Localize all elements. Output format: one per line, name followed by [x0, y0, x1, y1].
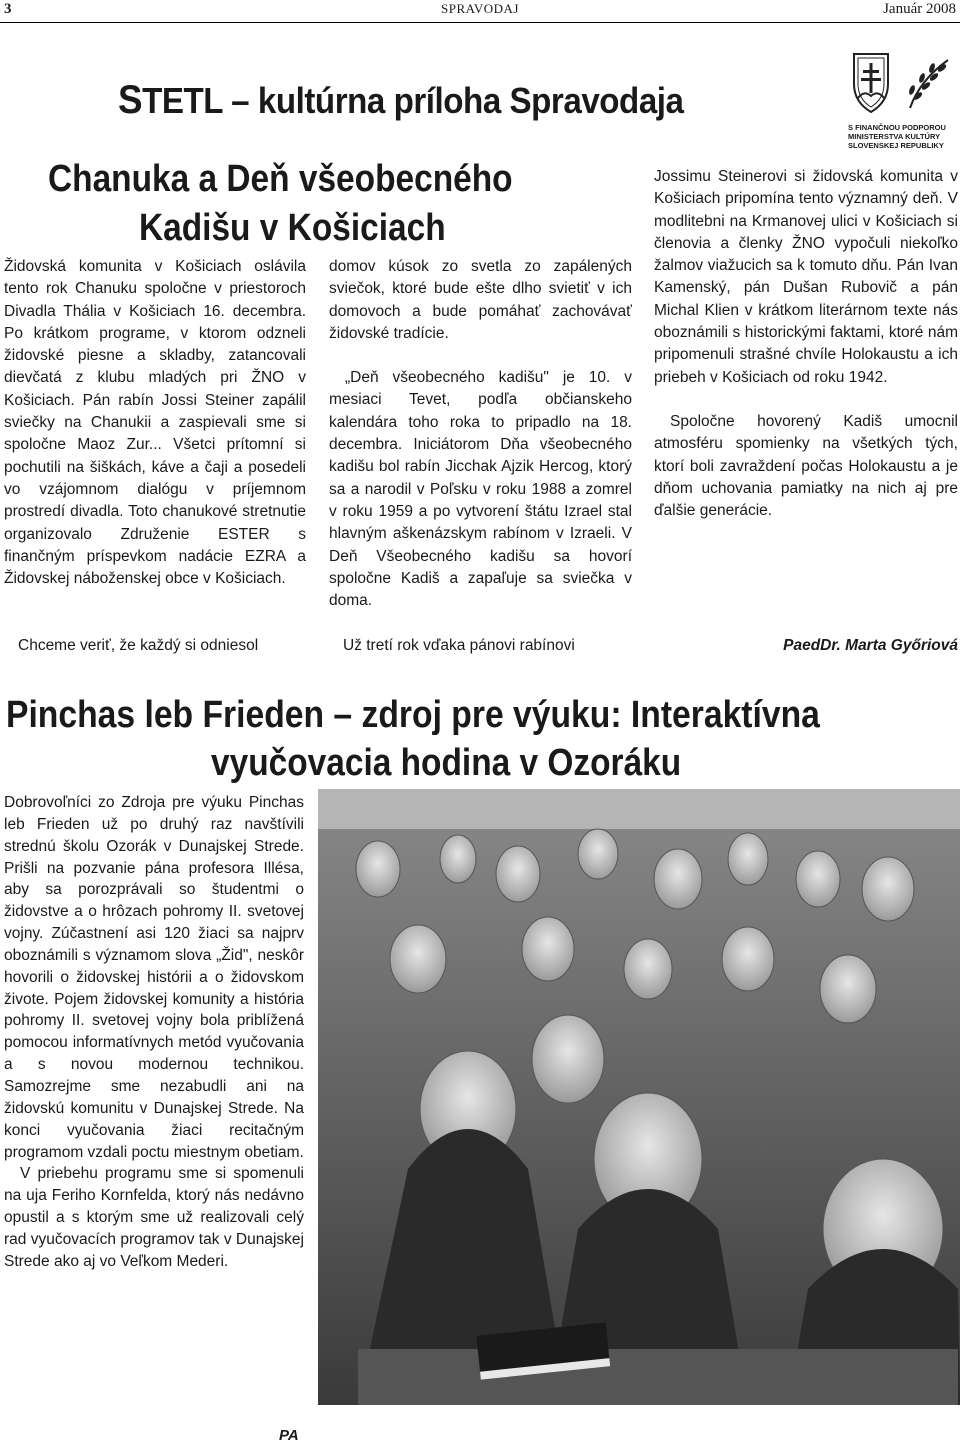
header-rule — [0, 22, 960, 23]
article2-para1: Dobrovoľníci zo Zdroja pre výuku Pinchas leb Frieden už po druhý raz navštívili strednú školu Ozorák v Dunajskej Strede. Prišli na pozvanie pána profesora Illésa, aby sa porozprávali so študentmi o židovstve a o hrôzach pohromy II. svetovej vojny. Zúčastnení asi 120 žiaci sa najprv oboznámili s významom slova „Žid", neskôr hovorili o židovskej histórii a o židovskom živote. Pojem židovskej komunity a história pohromy II. svetovej vojny bola priblížená pomocou informatívnych metód vyučovania a s novou modernou technikou. Samozrejme sme nezabudli ani na židovskú komunitu v Dunajskej Strede. Na konci vyučovania žiaci recitačným programom vzdali poctu miestnym obetiam. — [4, 794, 304, 1161]
supplement-title — [118, 78, 683, 123]
article1-col1-text: Židovská komunita v Košiciach oslávila tento rok Chanuku spoločne v priestoroch Divadla Thália v Košiciach 16. decembra. Po krátkom programe, v ktorom odzneli židovské piesne a skladby, zatancovali dievčatá z klubu mladých pri ŽNO v Košiciach. Pán rabín Jossi Steiner zapálil sviečky na Chanukii a zaspievali sme si spoločne Maoz Zur... Všetci prítomní si pochutili na šiškách, káve a čaji a posedeli vo vzájomnom dialógu v príjemnom prostredí divadla. Toto chanukové stretnutie organizovalo Združenie ESTER s finančným príspevkom nadácie EZRA a Židovskej náboženskej obce v Košiciach. — [4, 258, 306, 588]
logo-text-2: MINISTERSTVA KULTÚRY — [848, 132, 941, 141]
article2-column — [4, 792, 304, 1273]
article1-title-line1: Chanuka a Deň všeobecného — [48, 158, 513, 200]
classroom-photo — [318, 789, 960, 1405]
article1-col2-para2: „Deň všeobecného kadišu" je 10. v mesiaci Tevet, podľa občianskeho kalendára toho roka to pripadlo na 18. decembra. Iniciátorom Dňa všeobecného kadišu bol rabín Jicchak Ajzik Hercog, ktorý sa a narodil v Poľsku v roku 1988 a zomrel v roku 1959 a po vytvorení štátu Izrael stal hlavným aškenázskym rabínom v Izraeli. V Deň Všeobecného kadišu sa hovorí spoločne Kadiš a zapaľuje sa sviečka v domа. — [329, 369, 632, 610]
photo-credit: PA — [279, 1427, 299, 1444]
supplement-title-rest: TETL – kultúrna príloha Spravodaja — [142, 80, 684, 121]
issue-date: Január 2008 — [883, 1, 956, 17]
classroom-photo-image — [318, 789, 960, 1405]
supplement-title-initial: S — [118, 78, 143, 122]
article1-author: PaedDr. Marta Győriová — [783, 637, 958, 654]
article1-column-2 — [329, 256, 632, 612]
article1-col2-continuation: Už tretí rok vďaka pánovi rabínovi — [343, 637, 575, 654]
page-number: 3 — [4, 1, 12, 17]
publication-name: SPRAVODAJ — [441, 1, 519, 16]
article2-title-line1: Pinchas leb Frieden – zdroj pre výuku: Interaktívna — [6, 694, 820, 736]
article1-col3-para2: Spoločne hovorený Kadiš umocnil atmosféru spomienky na všetkých tých, ktorí boli zavraždení počas Holokaustu a je dňom uchovania pamiatky na nich aj pre ďalšie generácie. — [654, 412, 958, 520]
logo-text-1: S FINANČNOU PODPOROU — [848, 123, 946, 132]
article1-col2-para1: domov kúsok zo svetla zo zapálených sviečok, ktoré bude ešte dlho svietiť v ich domovoch a bude pomáhať zachovávať židovské tradície. — [329, 258, 632, 342]
article1-col3-para1: Jossimu Steinerovi si židovská komunita v Košiciach pripomína tento významný deň. V modlitebni na Krmanovej ulici v Košiciach si členovia a členky ŽNO vypočuli niekoľko žalmov viažucich sa k tomuto dňu. Pán Ivan Kamenský, pán Dušan Rubovič a pán Michal Klien v krátkom literárnom texte nás oboznámili s historickými faktami, ktoré nám pripomenuli strašné chvíle Holokaustu a ich priebeh v Košiciach od roku 1942. — [654, 168, 958, 386]
article1-column-3 — [654, 166, 958, 522]
article2-para2: V priebehu programu sme si spomenuli na uja Feriho Kornfelda, ktorý nás nedávno opustil a s ktorým sme už realizovali celý rad vyučovacích programov tak v Dunajskej Strede ako aj vo Veľkom Mederi. — [4, 1165, 304, 1270]
article1-col1-continuation: Chceme veriť, že každý si odniesol — [18, 637, 259, 654]
logo-text-3: SLOVENSKEJ REPUBLIKY — [848, 141, 944, 150]
ministry-logo — [848, 50, 958, 150]
article1-title-line2: Kadišu v Košiciach — [139, 207, 446, 249]
article2-title-line2: vyučovacia hodina v Ozoráku — [211, 742, 682, 784]
article1-column-1 — [4, 256, 306, 590]
coat-of-arms-icon — [848, 50, 958, 118]
